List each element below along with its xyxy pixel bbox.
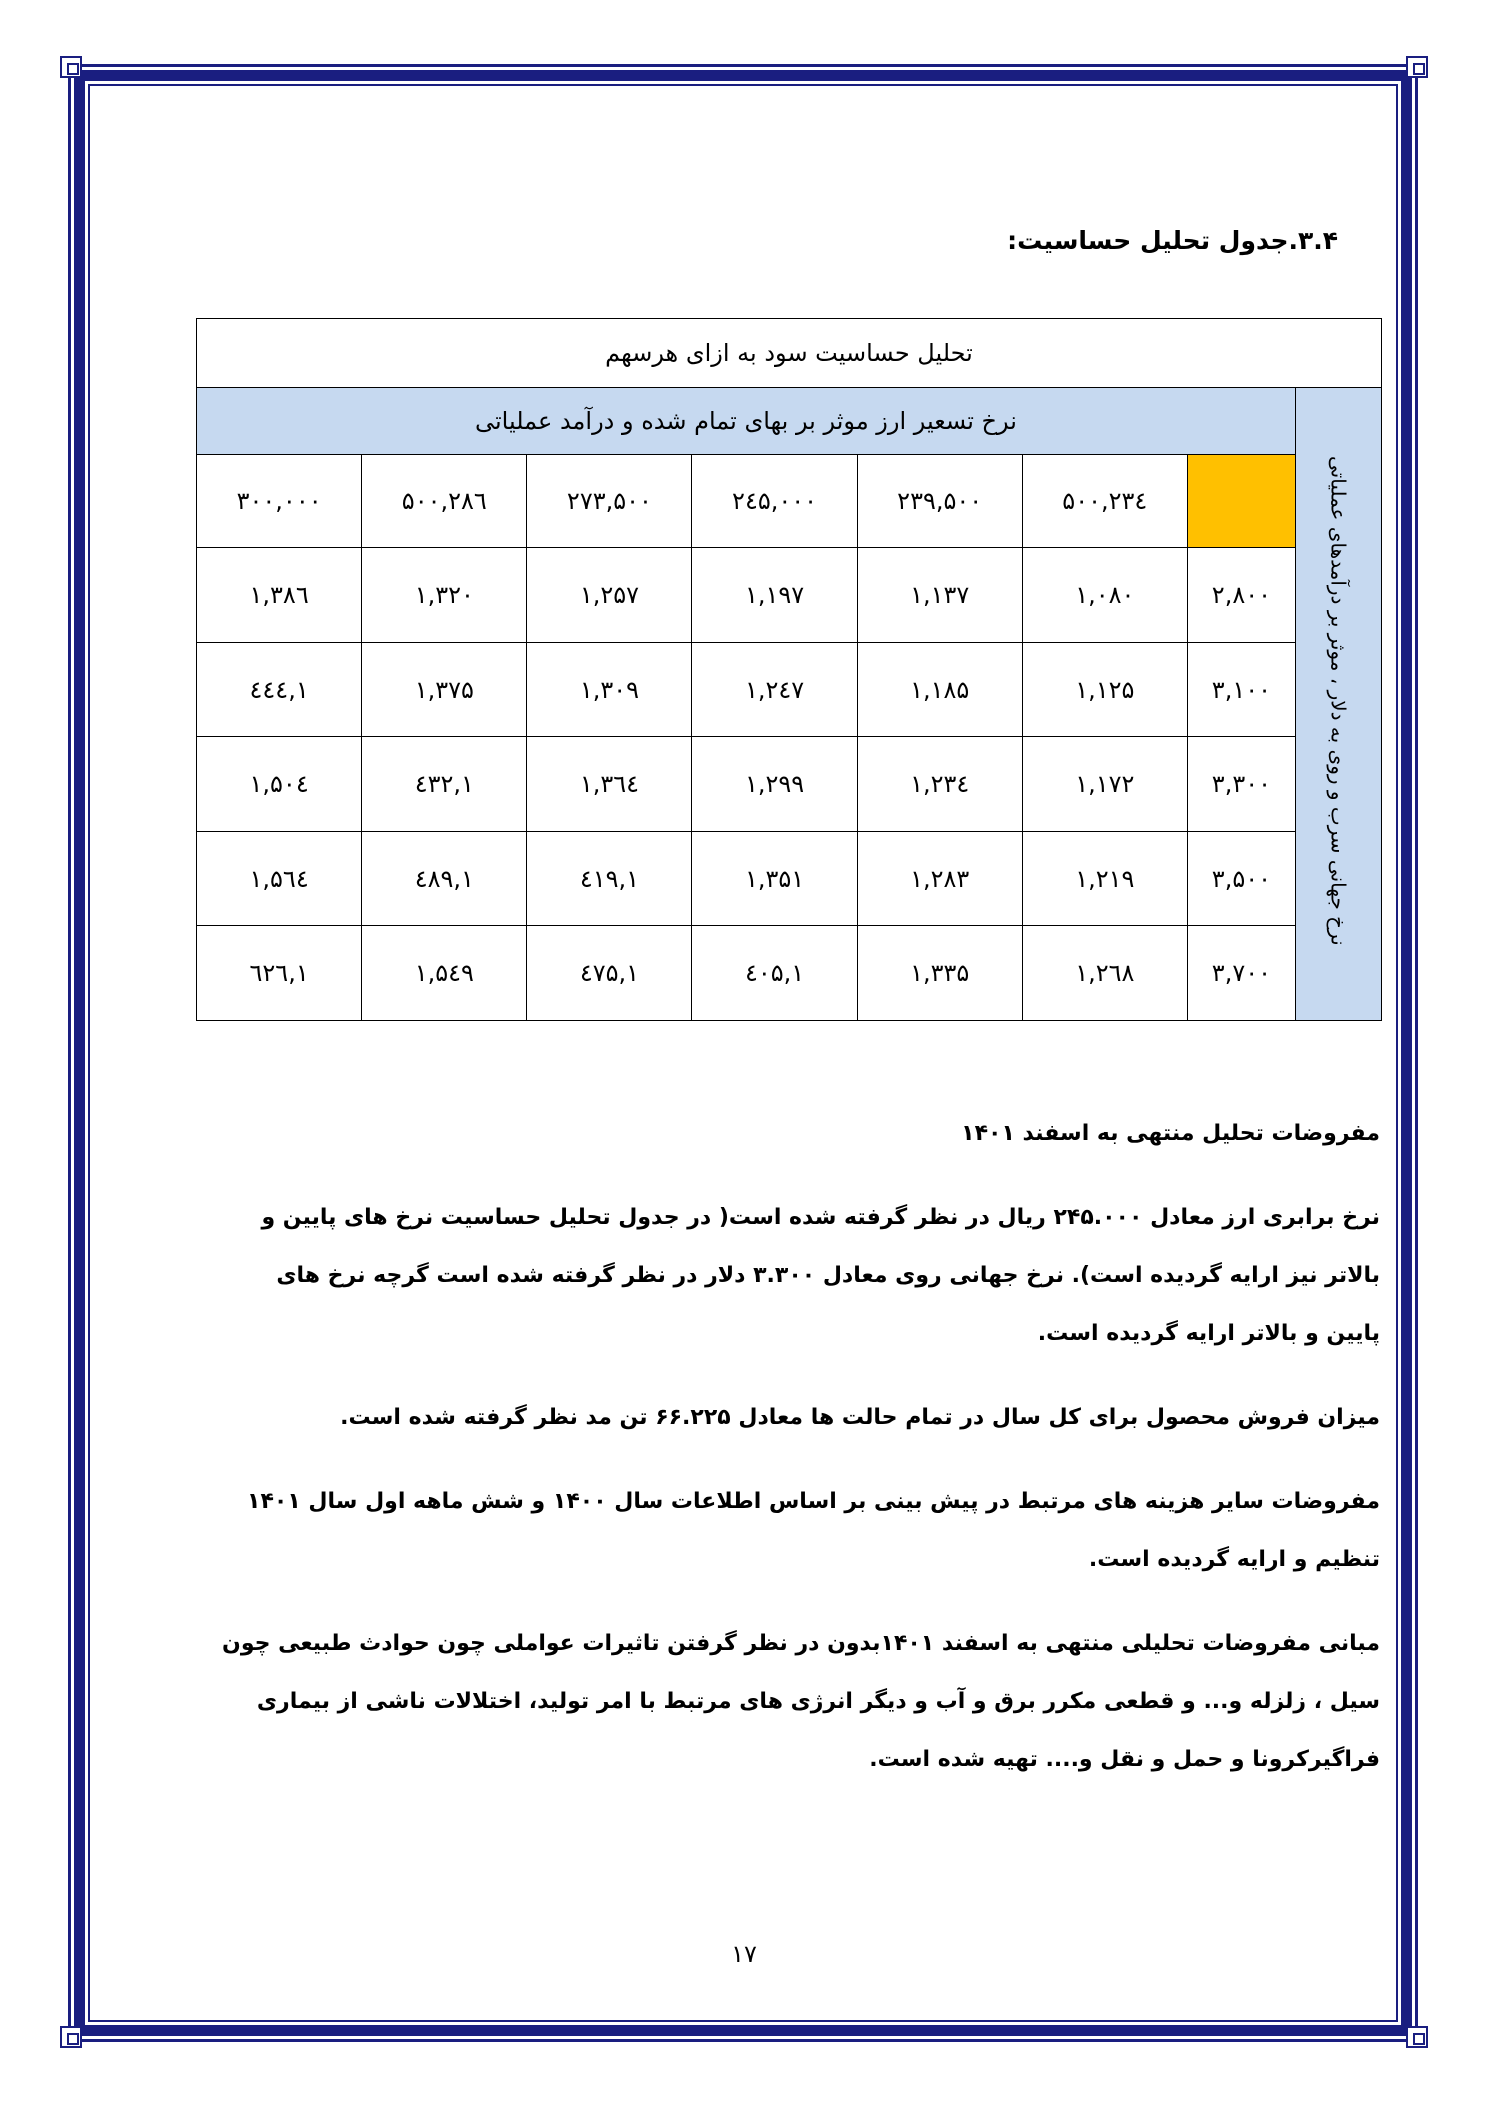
sensitivity-table [196,318,1382,1021]
assumption-paragraph: مبانی مفروضات تحلیلی منتهی به اسفند ۱۴۰۱بدون در نظر گرفتن تاثیرات عواملی چون حوادث طبیعی چون سیل ، زلزله و... و قطعی مکرر برق و آب و دیگر انرژی های مرتبط با امر تولید، اختلالات ناشی از بیماری فراگیرکرونا و حمل و نقل و.... تهیه شده است. [222,1631,1380,1772]
table-cell: ۱,۱۲۵ [1022,642,1187,737]
table-row [197,831,1382,926]
table-cell: ۱,۳۲۰ [362,548,527,643]
table-cell: ۱,۲۱۹ [1022,831,1187,926]
table-cell: ۱,۳۵۱ [692,831,857,926]
table-row [197,737,1382,832]
frame-corner-ornament [60,56,82,78]
column-header: ۲٤۵,۰۰۰ [692,454,857,548]
column-header-row [197,454,1382,548]
table-cell: ۱,۰۸۰ [1022,548,1187,643]
table-caption: تحلیل حساسیت سود به ازای هرسهم [197,319,1382,388]
table-cell: ۱,٤۷۵ [527,926,692,1021]
row-group-label: نرخ جهانی سرب و روی به دلار ، موثر بر درآمدهای عملیاتی [1326,456,1351,947]
row-header: ۳,۳۰۰ [1187,737,1295,832]
table-cell: ۱,۲۸۳ [857,831,1022,926]
row-header: ۳,۱۰۰ [1187,642,1295,737]
column-header: ۲۳۹,۵۰۰ [857,454,1022,548]
table-cell: ۱,۲۹۹ [692,737,857,832]
table-cell: ۱,۳٦٤ [527,737,692,832]
table-row [197,642,1382,737]
table-cell: ۱,۵۰٤ [197,737,362,832]
table-cell: ۱,٤۳۲ [362,737,527,832]
table-cell: ۱,۱۹۷ [692,548,857,643]
table-cell: ۱,٦۲٦ [197,926,362,1021]
table-row [197,548,1382,643]
assumptions-heading: مفروضات تحلیل منتهی به اسفند ۱۴۰۱ [961,1121,1380,1146]
table-cell: ۱,۲۳٤ [857,737,1022,832]
table-cell: ۱,۲۵۷ [527,548,692,643]
table-cell: ۱,۳۷۵ [362,642,527,737]
column-header: ۲۷۳,۵۰۰ [527,454,692,548]
table-cell: ۱,۳۰۹ [527,642,692,737]
frame-corner-ornament [1406,2026,1428,2048]
frame-corner-ornament [1406,56,1428,78]
table-cell: ۱,٤۸۹ [362,831,527,926]
table-cell: ۱,٤۰۵ [692,926,857,1021]
row-header: ۳,۵۰۰ [1187,831,1295,926]
table-cell: ۱,۵٦٤ [197,831,362,926]
assumption-paragraph: مفروضات سایر هزینه های مرتبط در پیش بینی بر اساس اطلاعات سال ۱۴۰۰ و شش ماهه اول سال ۱۴۰۱ تنظیم و ارایه گردیده است. [247,1489,1380,1572]
page-number: ۱۷ [731,1940,757,1968]
assumption-paragraph: نرخ برابری ارز معادل ۲۴۵.۰۰۰ ریال در نظر گرفته شده است( در جدول تحلیل حساسیت نرخ های پایین و بالاتر نیز ارایه گردیده است). نرخ جهانی روی معادل ۳.۳۰۰ دلار در نظر گرفته شده است گرچه نرخ های پایین و بالاتر ارایه گردیده است. [261,1205,1380,1346]
table-cell: ۱,٤۱۹ [527,831,692,926]
row-header: ۲,۸۰۰ [1187,548,1295,643]
column-header: ۲۳٤,۵۰۰ [1022,454,1187,548]
table-cell: ۱,۵٤۹ [362,926,527,1021]
column-header: ۳۰۰,۰۰۰ [197,454,362,548]
table-cell: ۱,۲٦۸ [1022,926,1187,1021]
table-cell: ۱,٤٤٤ [197,642,362,737]
table-cell: ۱,۱۷۲ [1022,737,1187,832]
row-header: ۳,۷۰۰ [1187,926,1295,1021]
frame-corner-ornament [60,2026,82,2048]
corner-cell [1187,454,1295,548]
table-cell: ۱,۳۳۵ [857,926,1022,1021]
row-group-header [1295,388,1381,1021]
table-cell: ۱,۳۸٦ [197,548,362,643]
table-cell: ۱,۲٤۷ [692,642,857,737]
column-header: ۲۸٦,۵۰۰ [362,454,527,548]
section-title: ۳.۴.جدول تحلیل حساسیت: [1007,226,1338,255]
table-row [197,926,1382,1021]
table-cell: ۱,۱۳۷ [857,548,1022,643]
assumption-paragraph: میزان فروش محصول برای کل سال در تمام حالت ها معادل ۶۶.۲۲۵ تن مد نظر گرفته شده است. [340,1405,1380,1430]
assumptions-section [222,1105,1380,1815]
table-cell: ۱,۱۸۵ [857,642,1022,737]
column-group-header: نرخ تسعیر ارز موثر بر بهای تمام شده و درآمد عملیاتی [197,388,1296,454]
